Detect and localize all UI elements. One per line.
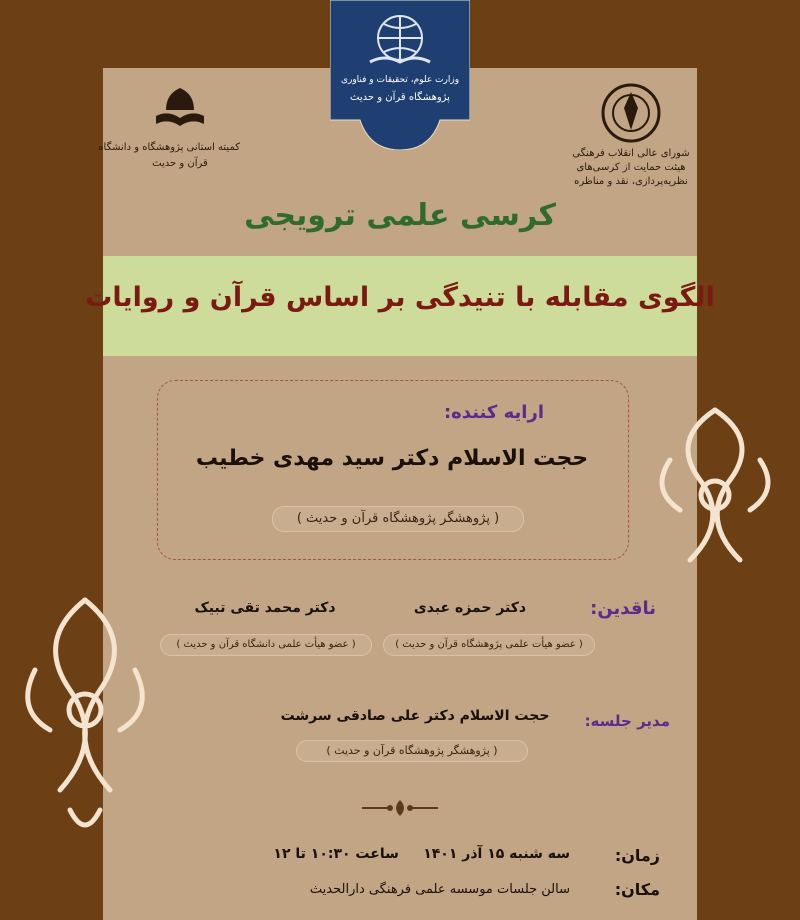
critics-label: ناقدین: [590, 598, 656, 619]
presenter-name: حجت الاسلام دکتر سید مهدی خطیب [195, 446, 589, 471]
right-logo-line2: هیئت حمایت از کرسی‌های [576, 162, 686, 173]
council-seal-icon [598, 80, 664, 146]
right-logo-line3: نظریه‌پردازی، نقد و مناظره [574, 176, 688, 187]
event-subtitle: الگوی مقابله با تنیدگی بر اساس قرآن و روایات [85, 282, 715, 313]
arabesque-right-icon [640, 400, 790, 590]
left-logo-line2: قرآن و حدیث [152, 158, 208, 169]
moderator-name: حجت الاسلام دکتر علی صادقی سرشت [280, 708, 550, 724]
ministry-banner [330, 0, 470, 150]
presenter-label: ارایه کننده: [443, 402, 544, 423]
critic-1-affiliation: ( عضو هیأت علمی پژوهشگاه قرآن و حدیث ) [383, 634, 595, 656]
arabesque-left-icon [10, 590, 160, 850]
place-value: سالن جلسات موسسه علمی فرهنگی دارالحدیث [309, 882, 570, 897]
place-label: مکان: [614, 880, 660, 899]
ministry-line2: پژوهشگاه قرآن و حدیث [350, 92, 450, 103]
moderator-label: مدیر جلسه: [584, 712, 670, 730]
event-type-title: کرسی علمی ترویجی [244, 198, 556, 233]
right-logo-line1: شورای عالی انقلاب فرهنگی [572, 148, 690, 159]
critic-2-affiliation: ( عضو هیأت علمی دانشگاه قرآن و حدیث ) [160, 634, 372, 656]
critic-1-name: دکتر حمزه عبدی [413, 600, 527, 616]
presenter-affiliation: ( پژوهشگر پژوهشگاه قرآن و حدیث ) [272, 506, 524, 532]
mosque-book-icon [150, 84, 210, 134]
divider-ornament-icon [360, 796, 440, 820]
left-logo-line1: کمیته استانی پژوهشگاه و دانشگاه [98, 142, 240, 153]
moderator-affiliation: ( پژوهشگر پژوهشگاه قرآن و حدیث ) [296, 740, 528, 762]
ministry-line1: وزارت علوم، تحقیقات و فناوری [340, 75, 460, 85]
time-value: سه شنبه ۱۵ آذر ۱۴۰۱ ساعت ۱۰:۳۰ تا ۱۲ [273, 846, 570, 862]
critic-2-name: دکتر محمد تقی تبیک [194, 600, 336, 616]
time-label: زمان: [614, 846, 660, 865]
